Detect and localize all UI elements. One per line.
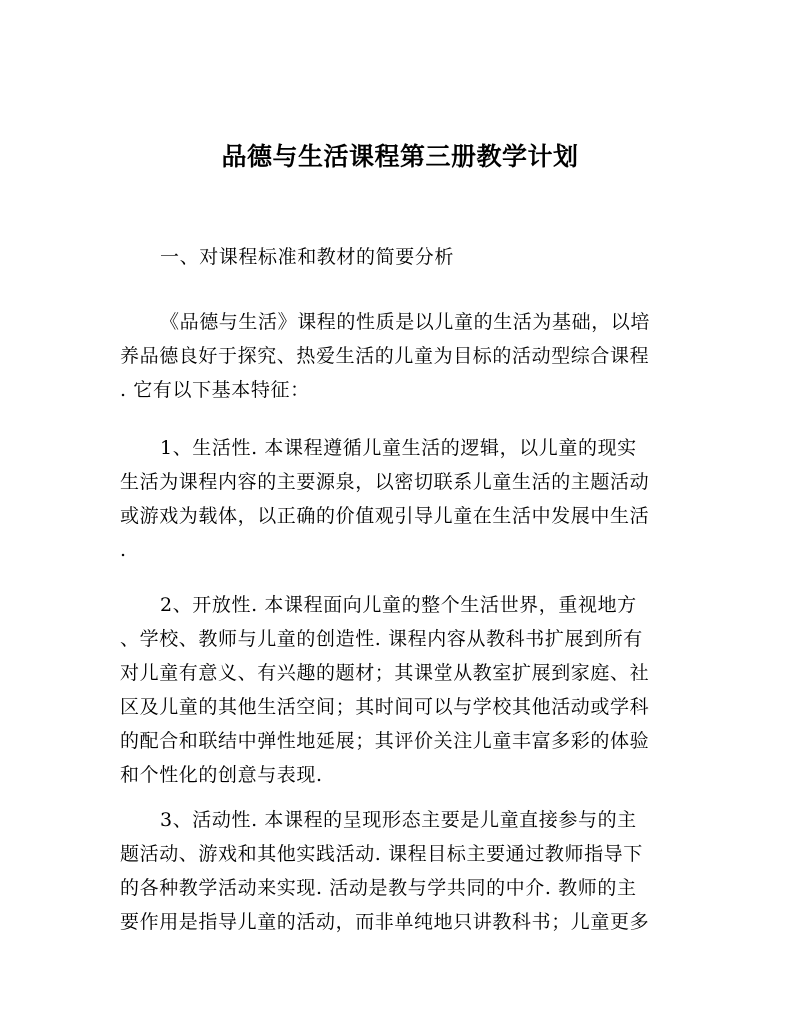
- paragraph-line: 要作用是指导儿童的活动，而非单纯地只讲教科书；儿童更多: [120, 911, 650, 933]
- paragraph-line: 养品德良好于探究、热爱生活的儿童为目标的活动型综合课程: [120, 345, 650, 367]
- paragraph-line: 或游戏为载体，以正确的价值观引导儿童在生活中发展中生活: [120, 505, 650, 527]
- paragraph-line: 2、开放性. 本课程面向儿童的整个生活世界，重视地方: [160, 594, 637, 616]
- paragraph-line: 1、生活性. 本课程遵循儿童生活的逻辑，以儿童的现实: [160, 437, 637, 459]
- section-heading: 一、对课程标准和教材的简要分析: [160, 246, 455, 268]
- paragraph-line: 题活动、游戏和其他实践活动. 课程目标主要通过教师指导下: [120, 843, 643, 865]
- paragraph-line: 对儿童有意义、有兴趣的题材；其课堂从教室扩展到家庭、社: [120, 662, 650, 684]
- paragraph-line: 《品德与生活》课程的性质是以儿童的生活为基础，以培: [160, 311, 651, 333]
- paragraph-life: [120, 431, 695, 567]
- paragraph-line: 的各种教学活动来实现. 活动是教与学共同的中介. 教师的主: [120, 877, 637, 899]
- page-title: 品德与生活课程第三册教学计划: [221, 142, 579, 171]
- paragraph-line: 3、活动性. 本课程的呈现形态主要是儿童直接参与的主: [160, 809, 637, 831]
- paragraph-openness: [120, 588, 695, 792]
- paragraph-line: 和个性化的创意与表现.: [120, 764, 323, 786]
- paragraph-line: . 它有以下基本特征：: [120, 379, 310, 401]
- paragraph-intro: [120, 305, 695, 407]
- paragraph-line: 区及儿童的其他生活空间；其时间可以与学校其他活动或学科: [120, 696, 650, 718]
- paragraph-line: 生活为课程内容的主要源泉，以密切联系儿童生活的主题活动: [120, 471, 650, 493]
- paragraph-line: 的配合和联结中弹性地延展；其评价关注儿童丰富多彩的体验: [120, 730, 650, 752]
- paragraph-line: .: [120, 539, 127, 561]
- paragraph-activity: [120, 803, 695, 939]
- paragraph-line: 、学校、教师与儿童的创造性. 课程内容从教科书扩展到所有: [120, 628, 643, 650]
